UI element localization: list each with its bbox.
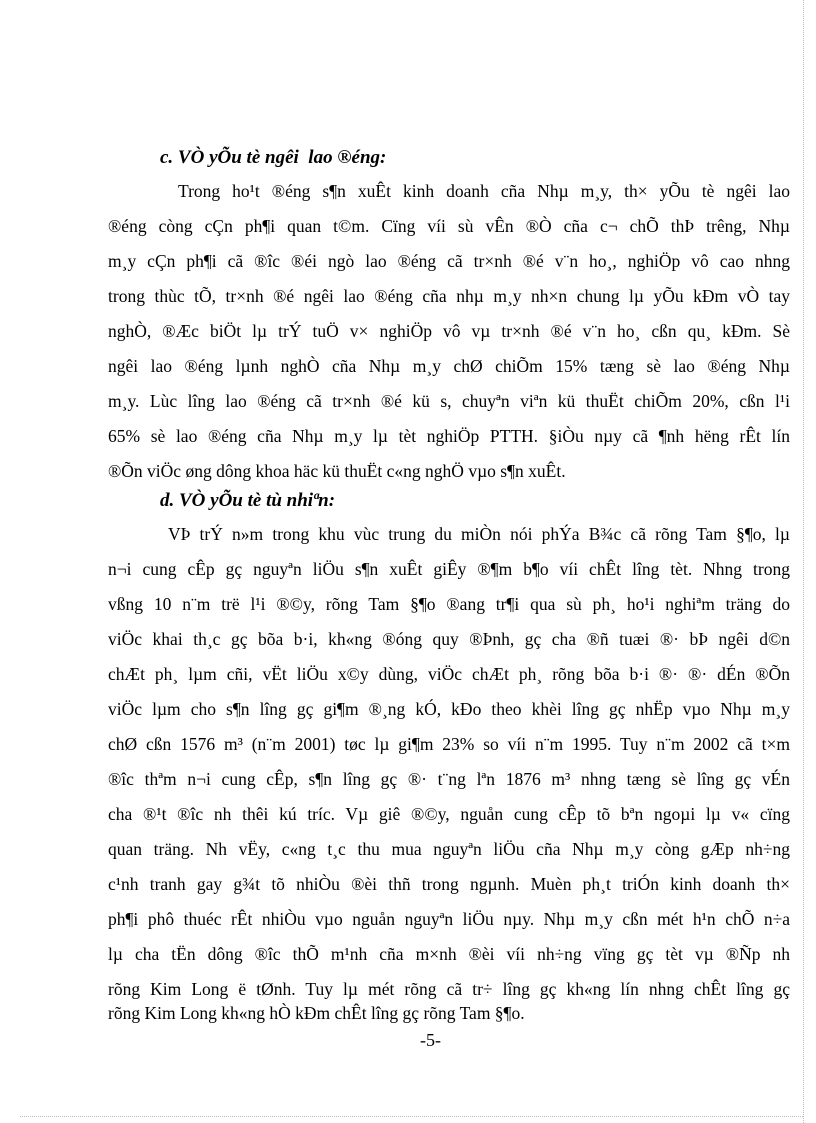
section-d-line: lµ cha tËn dông ®îc thÕ m¹nh cña m×nh ®èi víi nh÷ng vïng gç tèt vµ ®Ñp nh — [108, 944, 790, 964]
section-d-line: rõng Kim Long ë tØnh. Tuy lµ mét rõng cã tr÷ lîng gç kh«ng lín nhng chÊt lîng gç — [108, 979, 790, 999]
section-c-line: ®éng còng cÇn ph¶i quan t©m. Cïng víi sù vÊn ®Ò cña c¬ chÕ thÞ trêng, Nhµ — [108, 216, 790, 236]
section-d-heading: d. VÒ yÕu tè tù nhiªn: — [160, 490, 336, 511]
section-d-line: quan träng. Nh vËy, c«ng t¸c thu mua nguyªn liÖu cña Nhµ m¸y còng gÆp nh÷ng — [108, 839, 790, 859]
page-margin-guide-vertical — [803, 0, 804, 1123]
section-d-line: ®îc thªm n¬i cung cÊp, s¶n lîng gç ®· t¨ng lªn 1876 m³ nhng tæng sè lîng gç vÉn — [108, 769, 790, 789]
section-c-line: trong thùc tÕ, tr×nh ®é ngêi lao ®éng cña nhµ m¸y nh×n chung lµ yÕu kÐm vÒ tay — [108, 286, 790, 306]
section-c-line: nghÒ, ®Æc biÖt lµ trÝ tuÖ v× nghiÖp vô vµ tr×nh ®é v¨n ho¸ cßn qu¸ kÐm. Sè — [108, 321, 790, 341]
section-d-line: vßng 10 n¨m trë l¹i ®©y, rõng Tam §¶o ®ang tr¶i qua sù ph¸ ho¹i nghiªm träng do — [108, 594, 790, 614]
page-margin-guide-horizontal — [20, 1116, 803, 1117]
section-d-line: rõng Kim Long kh«ng hÒ kÐm chÊt lîng gç rõng Tam §¶o. — [108, 1003, 525, 1023]
section-d-line: cha ®¹t ®îc nh thêi kú tríc. Vµ giê ®©y, nguån cung cÊp tõ bªn ngoµi lµ v« cïng — [108, 804, 790, 824]
section-c-heading: c. VÒ yÕu tè ngêi lao ®éng: — [160, 147, 387, 168]
section-c-line: m¸y. Lùc lîng lao ®éng cã tr×nh ®é kü s, chuyªn viªn kü thuËt chiÕm 20%, cßn l¹i — [108, 391, 790, 411]
section-d-line: chØ cßn 1576 m³ (n¨m 2001) tøc lµ gi¶m 23% so víi n¨m 1995. Tuy n¨m 2002 cã t×m — [108, 734, 790, 754]
section-c-line: Trong ho¹t ®éng s¶n xuÊt kinh doanh cña Nhµ m¸y, th× yÕu tè ngêi lao — [178, 181, 790, 201]
section-d-line: c¹nh tranh gay g¾t tõ nhiÒu ®èi thñ trong ngµnh. Muèn ph¸t triÓn kinh doanh th× — [108, 874, 790, 894]
section-c-line: 65% sè lao ®éng cña Nhµ m¸y lµ tèt nghiÖp PTTH. §iÒu nµy cã ¶nh hëng rÊt lín — [108, 426, 790, 446]
page-number: -5- — [420, 1030, 441, 1050]
section-d-line: chÆt ph¸ lµm cñi, vËt liÖu x©y dùng, viÖc chÆt ph¸ rõng bõa b·i ®· ®· dÉn ®Õn — [108, 664, 790, 684]
section-d-line: viÖc lµm cho s¶n lîng gç gi¶m ®¸ng kÓ, kÐo theo khèi lîng gç nhËp vµo Nhµ m¸y — [108, 699, 790, 719]
section-d-line: VÞ trÝ n»m trong khu vùc trung du miÒn nói phÝa B¾c cã rõng Tam §¶o, lµ — [168, 524, 790, 544]
section-d-line: viÖc khai th¸c gç bõa b·i, kh«ng ®óng quy ®Þnh, gç cha ®ñ tuæi ®· bÞ ngêi d©n — [108, 629, 790, 649]
section-c-line: ®Õn viÖc øng dông khoa häc kü thuËt c«ng nghÖ vµo s¶n xuÊt. — [108, 461, 566, 481]
section-c-line: m¸y cÇn ph¶i cã ®îc ®éi ngò lao ®éng cã tr×nh ®é v¨n ho¸, nghiÖp vô cao nhng — [108, 251, 790, 271]
section-d-line: n¬i cung cÊp gç nguyªn liÖu s¶n xuÊt giÊy ®¶m b¶o víi chÊt lîng tèt. Nhng trong — [108, 559, 790, 579]
section-c-line: ngêi lao ®éng lµnh nghÒ cña Nhµ m¸y chØ chiÕm 15% tæng sè lao ®éng Nhµ — [108, 356, 790, 376]
section-d-line: ph¶i phô thuéc rÊt nhiÒu vµo nguån nguyªn liÖu nµy. Nhµ m¸y cßn mét h¹n chÕ n÷a — [108, 909, 790, 929]
